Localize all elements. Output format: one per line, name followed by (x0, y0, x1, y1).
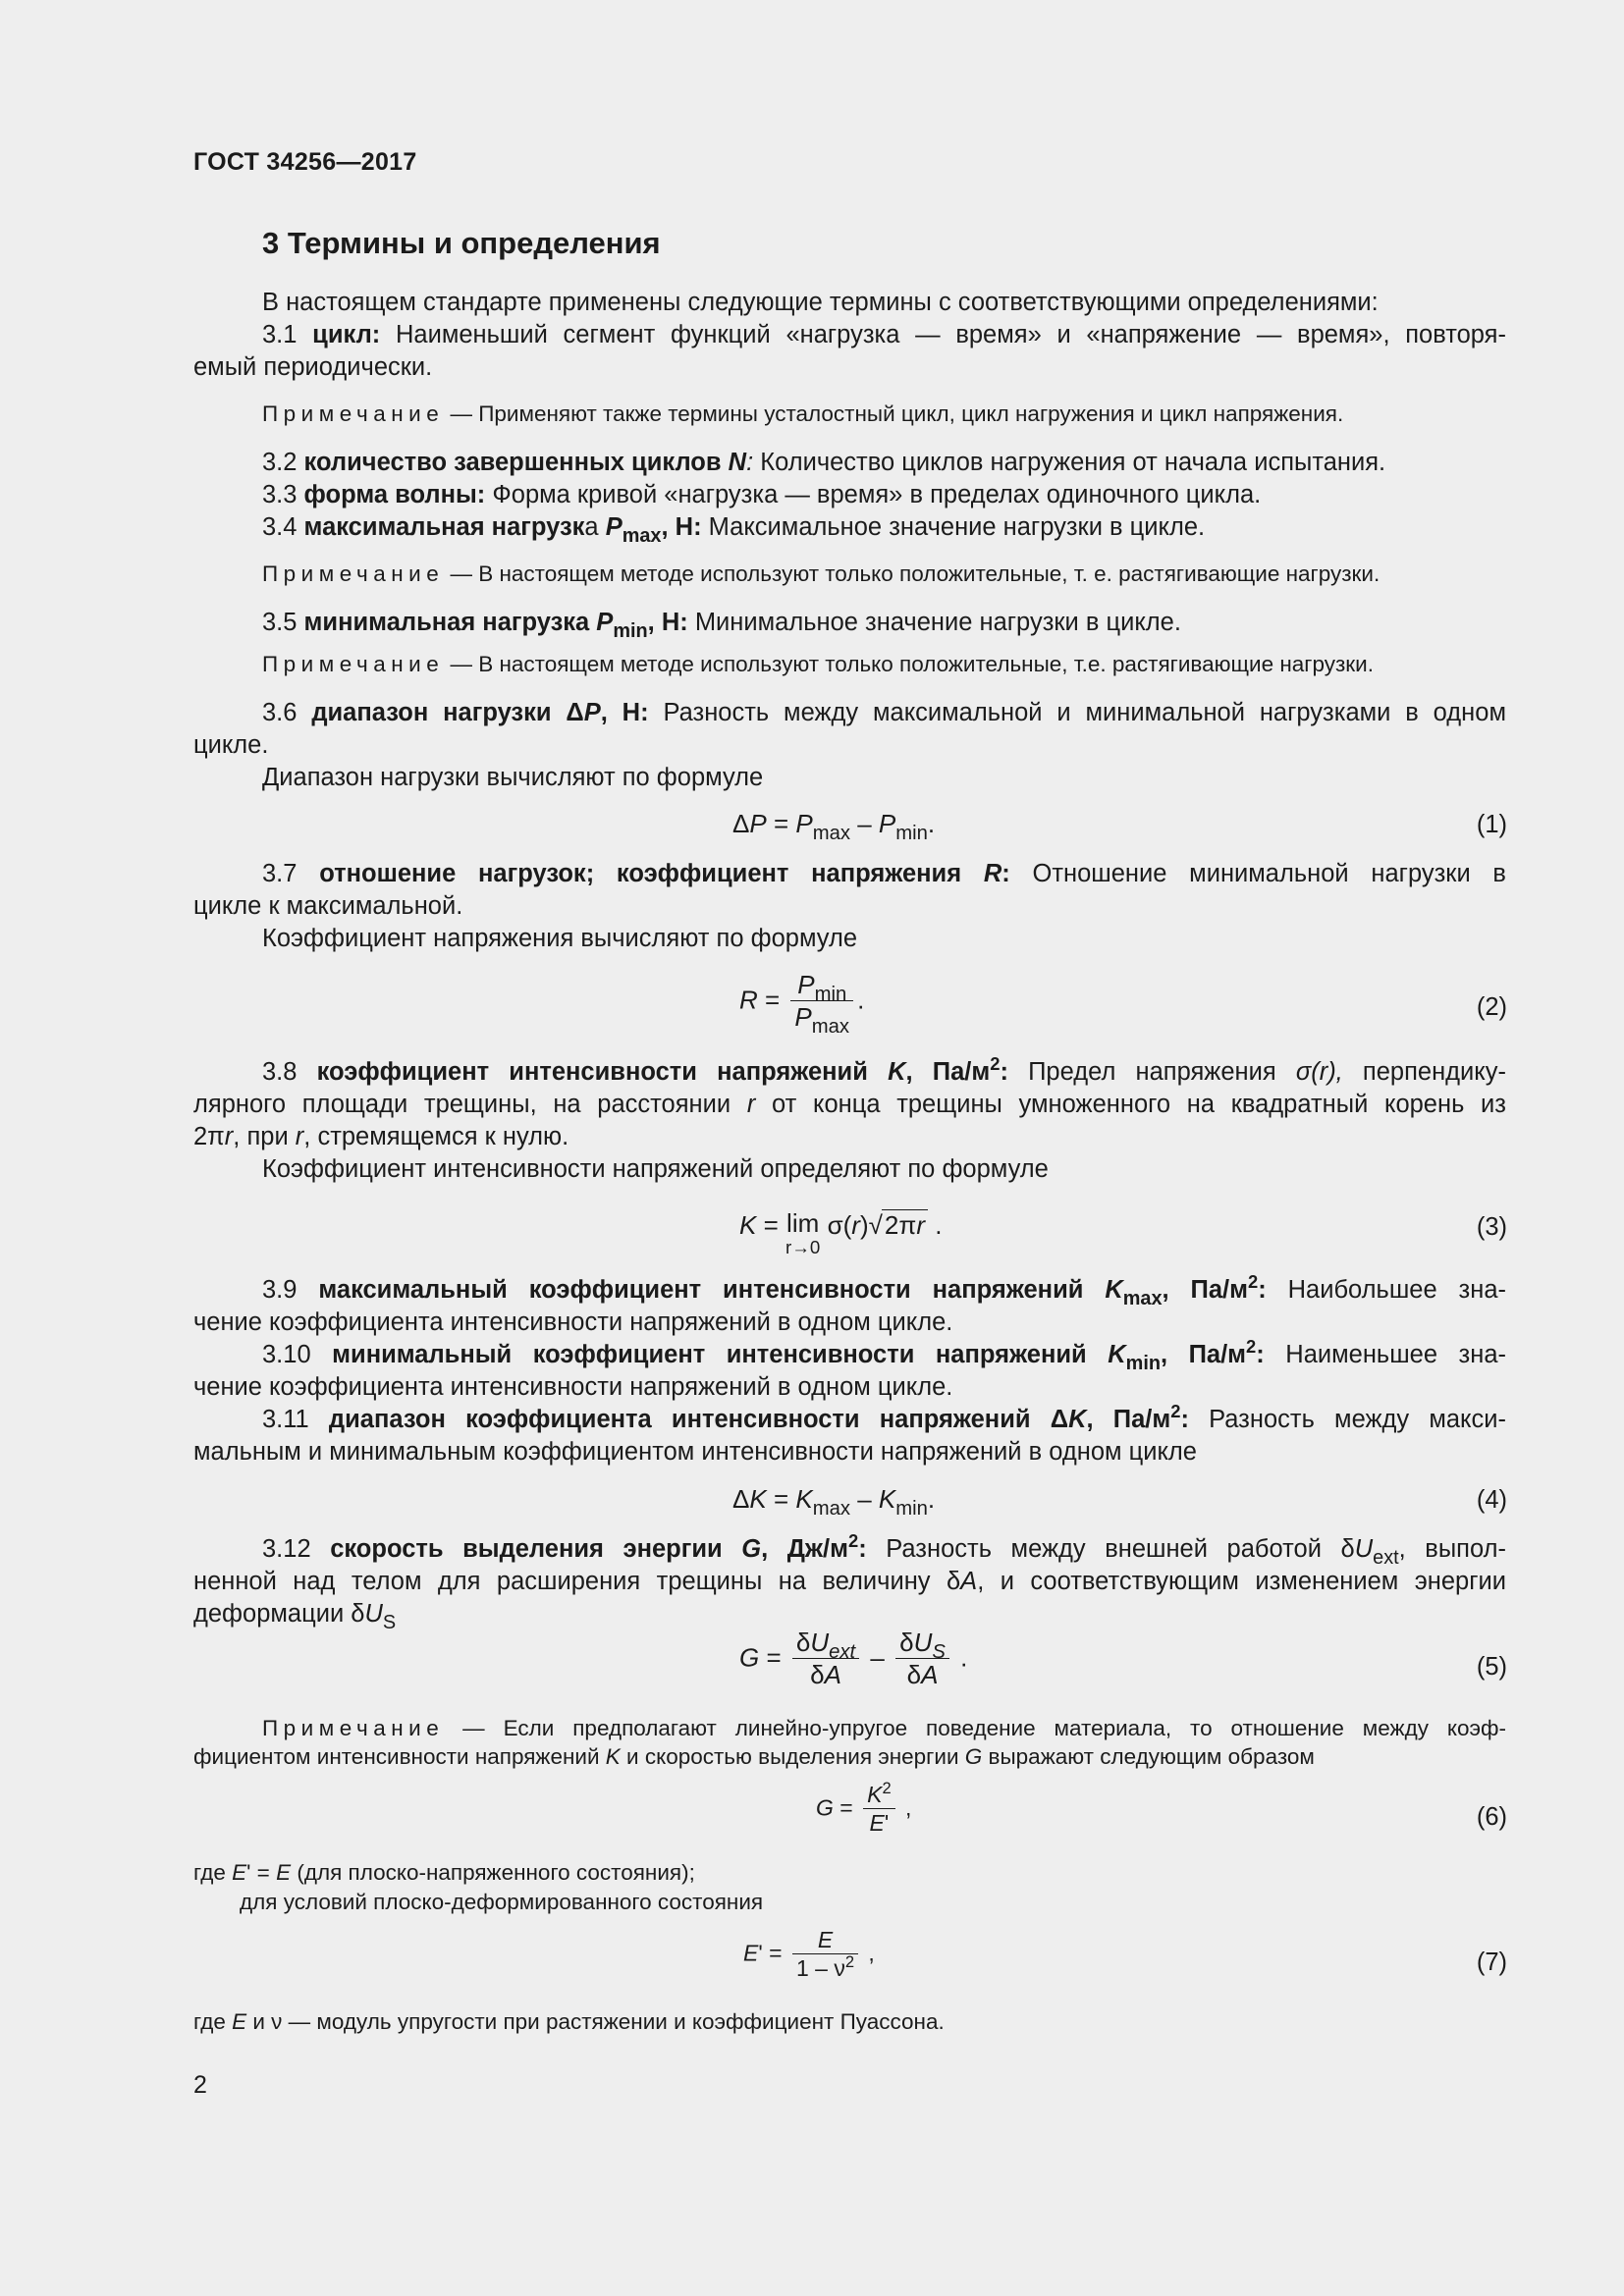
note-2: Примечание — В настоящем методе используют только положительные, т. е. растягивающие нагрузки. (262, 561, 1380, 586)
formula-7-number: (7) (1476, 1949, 1507, 1976)
term-3-11-line2: мальным и минимальным коэффициентом интенсивности напряжений в одном цикле (193, 1438, 1197, 1466)
term-3-5: 3.5 минимальная нагрузка $P_{min}$, Н: Минимальное значение нагрузки в цикле. (262, 609, 1181, 642)
term-3-1-line2: емый периодически. (193, 353, 433, 381)
limit-operator: lim r→0 (785, 1208, 821, 1257)
formula-6: G = $\frac{K^2}{E'}$ , (816, 1778, 912, 1837)
term-3-12-line1: 3.12 скорость выделения энергии G, $Дж/м^2$: Разность между внешней работой $\delta U_{ext}$, выпол- (262, 1529, 1506, 1569)
note-4-line1: Примечание — Если предполагают линейно-упругое поведение материала, то отношение между коэф- (262, 1716, 1506, 1740)
formula-1-intro: Диапазон нагрузки вычисляют по формуле (262, 764, 764, 791)
note-1: Примечание — Применяют также термины усталостный цикл, цикл нагружения и цикл напряжения. (262, 401, 1344, 426)
formula-3: K = lim r→0 σ(r)√2πr . (739, 1208, 943, 1257)
note-4-line2: фициентом интенсивности напряжений K и скоростью выделения энергии G выражают следующим образом (193, 1744, 1315, 1769)
formula-7-fraction: $\frac{E}{1 - \nu^2}$ (792, 1928, 858, 1981)
sqrt-sign: √ (868, 1210, 883, 1240)
where-line-2: для условий плоско-деформированного состояния (240, 1890, 764, 1914)
term-3-12-line3: деформации $\delta U_S$ (193, 1600, 397, 1633)
page-number: 2 (193, 2071, 207, 2099)
term-3-7-line2: цикле к максимальной. (193, 892, 463, 920)
standard-header: ГОСТ 34256—2017 (193, 148, 417, 176)
term-3-11-line1: 3.11 диапазон коэффициента интенсивности напряжений ΔK, $Па/м^2$: Разность между макси- (262, 1400, 1506, 1433)
term-3-1-line1: 3.1 цикл: Наименьший сегмент функций «нагрузка — время» и «напряжение — время», повторя- (262, 321, 1506, 348)
formula-7: E' = $\frac{E}{1 - \nu^2}$ , (743, 1927, 875, 1982)
formula-5-fraction-1: $\frac{\delta U_{ext}}{\delta A}$ (792, 1629, 859, 1689)
section-title: 3 Термины и определения (262, 226, 661, 260)
formula-4: $\Delta K = K_{max} - K_{min}$. (732, 1484, 936, 1521)
term-3-8-line2: лярного площади трещины, на расстоянии r от конца трещины умноженного на квадратный корень из (193, 1091, 1506, 1118)
formula-5: G = $\frac{\delta U_{ext}}{\delta A}$ – $\frac{\delta U_S}{\delta A}$ . (739, 1628, 968, 1690)
term-3-9-line1: 3.9 максимальный коэффициент интенсивности напряжений $K_{max}$, $Па/м^2$: Наибольшее зна- (262, 1270, 1506, 1309)
note-3: Примечание — В настоящем методе используют только положительные, т.е. растягивающие нагрузки. (262, 652, 1374, 676)
formula-4-number: (4) (1476, 1486, 1507, 1514)
term-3-10-line1: 3.10 минимальный коэффициент интенсивности напряжений $K_{min}$, $Па/м^2$: Наименьшее зна- (262, 1335, 1506, 1374)
formula-2-number: (2) (1476, 993, 1507, 1021)
formula-3-intro: Коэффициент интенсивности напряжений определяют по формуле (262, 1155, 1049, 1183)
intro-paragraph: В настоящем стандарте применены следующие термины с соответствующими определениями: (262, 289, 1379, 316)
term-3-8-line3: 2πr, при r, стремящемся к нулю. (193, 1123, 569, 1150)
term-3-10-line2: чение коэффициента интенсивности напряжений в одном цикле. (193, 1373, 953, 1401)
term-3-2: 3.2 количество завершенных циклов N: Количество циклов нагружения от начала испытания. (262, 449, 1386, 476)
term-3-12-line2: ненной над телом для расширения трещины на величину δA, и соответствующим изменением энергии (193, 1568, 1506, 1595)
term-3-8-line1: 3.8 коэффициент интенсивности напряжений K, $Па/м^2$: Предел напряжения σ(r), перпендику- (262, 1052, 1506, 1086)
formula-2: R = $\frac{P_{min}}{P_{max}}$ . (739, 970, 865, 1039)
formula-6-fraction: $\frac{K^2}{E'}$ (863, 1783, 895, 1836)
formula-5-number: (5) (1476, 1653, 1507, 1681)
formula-5-fraction-2: $\frac{\delta U_S}{\delta A}$ (895, 1629, 949, 1689)
term-3-6-line1: 3.6 диапазон нагрузки ΔP, Н: Разность между максимальной и минимальной нагрузками в одном (262, 699, 1506, 726)
sqrt-radicand: 2πr (882, 1209, 928, 1241)
where-line-1: где E' = E (для плоско-напряженного состояния); (193, 1860, 695, 1885)
formula-1-number: (1) (1476, 811, 1507, 838)
formula-1: $\Delta P = P_{max} - P_{min}$. (732, 809, 936, 845)
formula-3-number: (3) (1476, 1213, 1507, 1241)
where-line-3: где E и ν — модуль упругости при растяжении и коэффициент Пуассона. (193, 2009, 945, 2034)
term-3-3: 3.3 форма волны: Форма кривой «нагрузка — время» в пределах одиночного цикла. (262, 481, 1262, 508)
term-3-6-line2: цикле. (193, 731, 269, 759)
term-3-4: 3.4 максимальная нагрузка $P_{max}$, Н: Максимальное значение нагрузки в цикле. (262, 513, 1206, 547)
term-3-9-line2: чение коэффициента интенсивности напряжений в одном цикле. (193, 1308, 953, 1336)
formula-6-number: (6) (1476, 1803, 1507, 1831)
formula-2-intro: Коэффициент напряжения вычисляют по формуле (262, 925, 858, 952)
term-3-7-line1: 3.7 отношение нагрузок; коэффициент напряжения R: Отношение минимальной нагрузки в (262, 860, 1506, 887)
formula-2-fraction: $\frac{P_{min}}{P_{max}}$ (790, 972, 853, 1032)
